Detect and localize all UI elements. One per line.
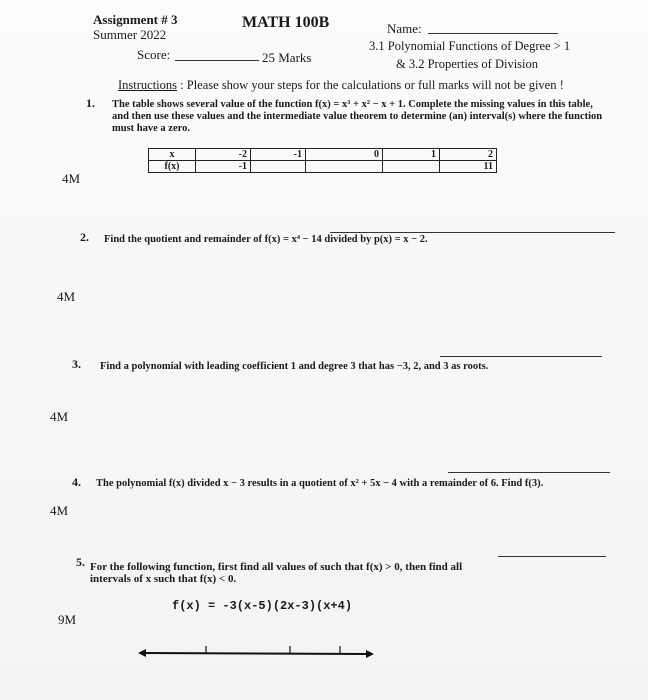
table-label-fx: f(x) [149,161,196,173]
question-4-number: 4. [72,475,81,489]
table-cell-fx-blank[interactable] [251,161,306,173]
function-values-table [148,148,497,173]
question-2-marks: 4M [57,289,76,304]
total-marks: 25 Marks [262,50,312,65]
question-1-marks: 4M [62,171,81,186]
table-cell-x: -1 [251,149,306,161]
answer-line [498,556,606,557]
table-row-fx [149,161,497,173]
question-1-line-3: must have a zero. [112,123,190,134]
answer-line [330,232,615,233]
topic-line-1: 3.1 Polynomial Functions of Degree > 1 [369,39,571,53]
arrow-right-icon [366,650,374,658]
question-2-text: Find the quotient and remainder of f(x) = x⁴ − 14 divided by p(x) = x − 2. [104,234,428,245]
question-3-text: Find a polynomial with leading coefficient 1 and degree 3 that has −3, 2, and 3 as roots. [100,361,489,372]
table-cell-x: 2 [440,149,497,161]
table-label-x: x [149,149,196,161]
name-label: Name: [387,21,422,36]
topic-line-2: & 3.2 Properties of Division [396,57,539,71]
question-3-number: 3. [72,357,81,371]
number-line [136,642,376,662]
question-4-marks: 4M [50,503,69,518]
term: Summer 2022 [93,27,167,42]
question-5-number: 5. [76,555,85,569]
question-1-number: 1. [86,96,95,110]
question-2-number: 2. [80,230,89,244]
table-cell-x: -2 [196,149,251,161]
question-3-marks: 4M [50,409,69,424]
instructions [118,78,564,93]
question-1-line-2: and then use these values and the intermediate value theorem to determine (an) interval(s) where the function [112,111,603,122]
table-cell-x: 0 [306,149,383,161]
table-cell-fx-blank[interactable] [383,161,440,173]
name-line[interactable] [428,33,558,34]
question-5-function: f(x) = -3(x-5)(2x-3)(x+4) [172,599,353,613]
answer-line [448,472,610,473]
score-line[interactable] [175,60,259,61]
question-1-line-1: The table shows several value of the function f(x) = x³ + x² − x + 1. Complete the missing values in this table, [112,99,593,110]
course-title: MATH 100B [242,14,330,31]
table-cell-fx: -1 [196,161,251,173]
table-cell-x: 1 [383,149,440,161]
question-5-marks: 9M [58,612,77,627]
instructions-label: Instructions [118,78,178,92]
answer-line [440,356,602,357]
question-4-text: The polynomial f(x) divided x − 3 results in a quotient of x² + 5x − 4 with a remainder of 6. Find f(3). [96,478,544,489]
table-cell-fx-blank[interactable] [306,161,383,173]
question-5-line-1: For the following function, first find all values of such that f(x) > 0, then find all [90,561,463,573]
assignment-number: Assignment # 3 [93,12,178,27]
score-label: Score: [137,47,171,62]
question-5-line-2: intervals of x such that f(x) < 0. [90,573,237,585]
table-row-x [149,149,497,161]
table-cell-fx: 11 [440,161,497,173]
instructions-text: : Please show your steps for the calculations or full marks will not be given ! [177,78,564,92]
